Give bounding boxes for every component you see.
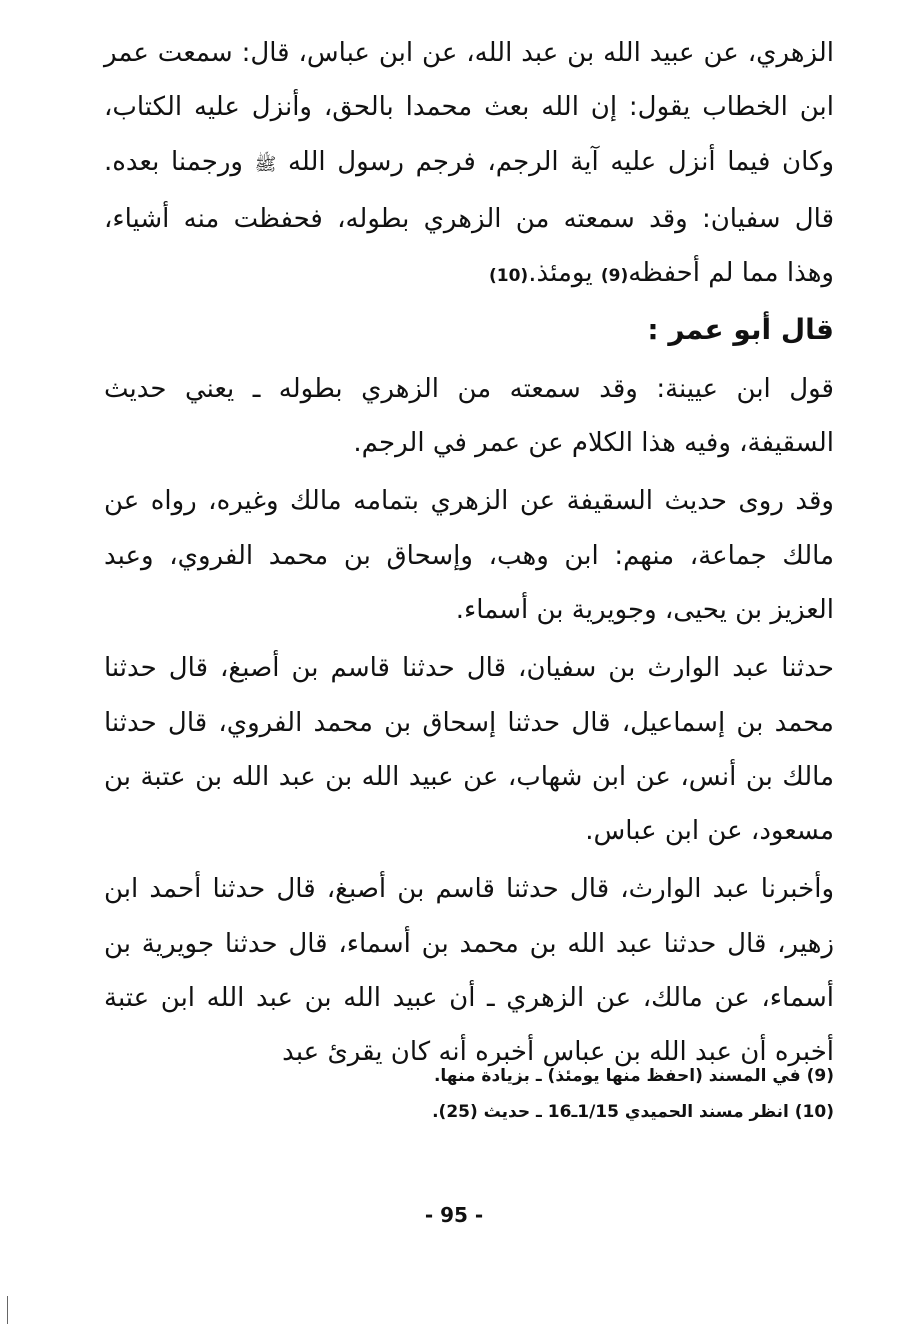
footnote-ref-10[interactable]: (10) — [488, 266, 529, 287]
paragraph-4: حدثنا عبد الوارث بن سفيان، قال حدثنا قاسم بن أصبغ، قال حدثنا محمد بن إسماعيل، قال حدثنا إسحاق بن محمد الفروي، قال حدثنا مالك بن أنس، عن ابن شهاب، عن عبيد الله بن عبد الله بن عتبة بن مسعود، عن ابن عباس. — [104, 653, 834, 847]
footnote-ref-9[interactable]: (9) — [600, 266, 629, 287]
section-heading: قال أبو عمر : — [647, 313, 834, 347]
paragraph-3: وقد روى حديث السقيفة عن الزهري بتمامه مالك وغيره، رواه عن مالك جماعة، منهم: ابن وهب، وإسحاق بن محمد الفروي، وعبد العزيز بن يحيى، وجويرية بن أسماء. — [104, 486, 834, 625]
footnote-9: (9) في المسند (احفظ منها يومئذ) ـ بزيادة منها. — [433, 1066, 834, 1086]
paragraph-1-part-c: يومئذ. — [528, 258, 601, 289]
paragraph-1 — [104, 26, 834, 303]
paragraph-2: قول ابن عيينة: وقد سمعته من الزهري بطوله ـ يعني حديث السقيفة، وفيه هذا الكلام عن عمر في الرجم. — [104, 373, 834, 459]
paragraph-1-part-b: ورجمنا بعده. قال سفيان: وقد سمعته من الزهري بطوله، فحفظت منه أشياء، وهذا مما لم أحفظه — [104, 146, 834, 289]
footnotes — [104, 1058, 834, 1130]
footnote-10: (10) انظر مسند الحميدي 1/15ـ16 ـ حديث (25). — [432, 1102, 834, 1122]
scan-edge-mark — [7, 1296, 8, 1324]
main-text — [104, 26, 834, 1080]
salla-ligature: ﷺ — [254, 153, 277, 175]
paragraph-5: وأخبرنا عبد الوارث، قال حدثنا قاسم بن أصبغ، قال حدثنا أحمد ابن زهير، قال حدثنا عبد الله بن محمد بن أسماء، قال حدثنا جويرية بن أسماء، عن مالك، عن الزهري ـ أن عبيد الله بن عبد الله ابن عتبة أخبره أن عبد الله بن عباس أخبره أنه كان يقرئ عبد — [104, 874, 834, 1068]
page-number: - 95 - — [424, 1203, 484, 1227]
paragraph-1-part-a: الزهري، عن عبيد الله بن عبد الله، عن ابن عباس، قال: سمعت عمر ابن الخطاب يقول: إن الله بعث محمدا بالحق، وأنزل عليه الكتاب، وكان فيما أنزل عليه آية الرجم، فرجم رسول الله — [104, 38, 835, 177]
